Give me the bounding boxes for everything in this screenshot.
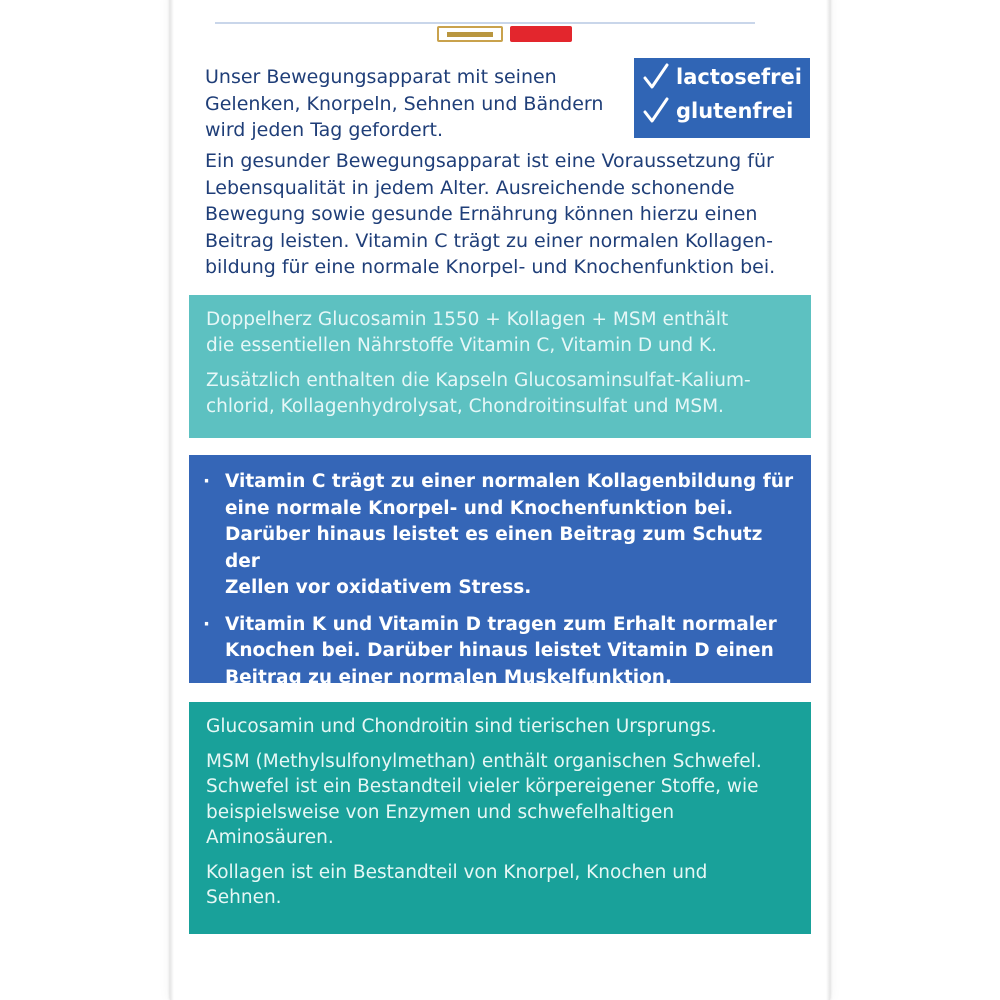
- list-item: [203, 469, 797, 602]
- top-branding-strip: [205, 0, 765, 48]
- list-item: [203, 612, 797, 692]
- claim-text: Vitamin C trägt zu einer normalen Kollagenbildung für eine normale Knorpel- und Knochenfunktion bei. Darüber hinaus leistet es einen Beitrag zum Schutz der Zellen vor oxidativem Stress.: [225, 471, 794, 598]
- lactose-free-row: [642, 60, 802, 94]
- package-edge-right: [826, 0, 830, 1000]
- brand-red-logo: [510, 26, 572, 42]
- claim-text: Vitamin K und Vitamin D tragen zum Erhalt normaler Knochen bei. Darüber hinaus leistet Vitamin D einen Beitrag zu einer normalen Muskelfunktion.: [225, 613, 777, 688]
- health-claims-panel: [189, 455, 811, 688]
- intro-paragraph: Ein gesunder Bewegungsapparat ist eine Voraussetzung für Lebensqualität in jedem Alter. Ausreichende schonende Bewegung sowie gesunde Ernährung können hierzu einen Beitrag leisten. Vitamin C trägt zu einer normalen Kollagen- bildung für eine normale Knorpel- und Knochenfunktion bei.: [205, 150, 776, 278]
- origin-text-1: Glucosamin und Chondroitin sind tierischen Ursprungs.: [206, 716, 717, 737]
- ingredients-text-2: Zusätzlich enthalten die Kapseln Glucosaminsulfat-Kalium- chlorid, Kollagenhydrolysat, Chondroitinsulfat und MSM.: [206, 370, 751, 417]
- ingredients-text-1: Doppelherz Glucosamin 1550 + Kollagen + MSM enthält die essentiellen Nährstoffe Vitamin C, Vitamin D und K.: [206, 309, 729, 356]
- quality-seal-logo: [437, 26, 503, 42]
- package-edge-left: [170, 0, 174, 1000]
- bullet-mark: ·: [203, 471, 211, 492]
- origin-text-2: MSM (Methylsulfonylmethan) enthält organischen Schwefel. Schwefel ist ein Bestandteil vieler körpereigener Stoffe, wie beispielsweise von Enzymen und schwefelhaltigen Aminosäuren.: [206, 750, 762, 848]
- check-icon: [642, 96, 670, 126]
- lactose-free-label: lactosefrei: [676, 65, 802, 89]
- lactose-gluten-free-badge: [634, 58, 810, 138]
- bullet-mark: ·: [203, 613, 211, 635]
- gluten-free-label: glutenfrei: [676, 99, 794, 123]
- check-icon: [642, 62, 670, 92]
- origin-info-panel: [189, 702, 811, 934]
- origin-text-3: Kollagen ist ein Bestandteil von Knorpel, Knochen und Sehnen.: [206, 861, 708, 908]
- intro-lead-text: Unser Bewegungsapparat mit seinen Gelenken, Knorpeln, Sehnen und Bändern wird jeden Tag gefordert.: [205, 66, 604, 141]
- gluten-free-row: [642, 94, 793, 128]
- branding-divider: [215, 22, 755, 24]
- ingredients-panel: [189, 295, 811, 438]
